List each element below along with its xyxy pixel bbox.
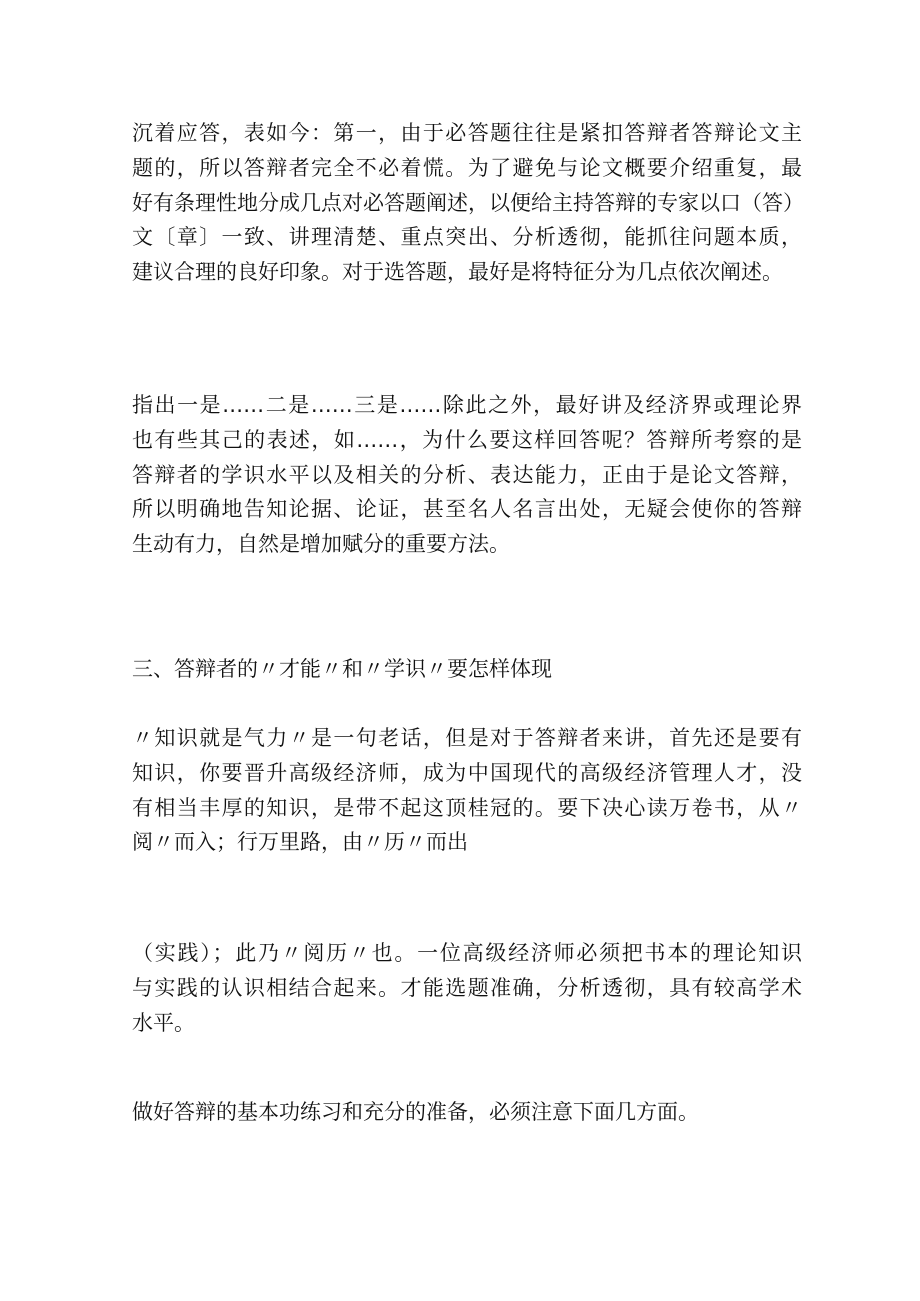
paragraph-practice [132,936,802,1040]
text-line: 与实践的认识相结合起来。才能选题准确，分析透彻，具有较高学术 [132,975,802,1000]
text-line: 知识，你要晋升高级经济师，成为中国现代的高级经济管理人才，没 [132,760,802,785]
text-line: 建议合理的良好印象。对于选答题，最好是将特征分为几点依次阐述。 [132,260,783,285]
section-heading [132,652,802,687]
heading-text: 三、答辩者的〃才能〃和〃学识〃要怎样体现 [132,657,552,681]
text-line: 也有些其己的表述，如……，为什么要这样回答呢？答辩所考察的是 [132,427,802,452]
text-line: 水平。 [132,1010,195,1035]
paragraph-answer-strategy [132,116,802,290]
text-line: 沉着应答，表如今：第一，由于必答题往往是紧扣答辩者答辩论文主 [132,121,802,145]
text-line: 指出一是……二是……三是……除此之外，最好讲及经济界或理论界 [132,393,802,417]
text-line: 文〔章〕一致、讲理清楚、重点突出、分析透彻，能抓往问题本质， [132,225,802,250]
paragraph-reasoning [132,388,802,562]
text-line: 所以明确地告知论据、论证，甚至名人名言出处，无疑会使你的答辩 [132,497,802,522]
paragraph-preparation [132,1095,802,1130]
text-line: （实践）；此乃〃阅历〃也。一位高级经济师必须把书本的理论知识 [132,941,802,965]
text-line: 答辩者的学识水平以及相关的分析、表达能力，正由于是论文答辩， [132,462,802,487]
text-line: 好有条理性地分成几点对必答题阐述，以便给主持答辩的专家以口（答） [132,190,804,215]
text-line: 〃知识就是气力〃是一句老话，但是对于答辩者来讲，首先还是要有 [132,726,802,750]
paragraph-knowledge [132,721,802,860]
text-line: 做好答辩的基本功练习和充分的准备，必须注意下面几方面。 [132,1100,699,1124]
text-line: 题的，所以答辩者完全不必着慌。为了避免与论文概要介绍重复，最 [132,155,802,180]
text-line: 有相当丰厚的知识，是带不起这顶桂冠的。要下决心读万卷书，从〃 [132,795,802,820]
text-line: 阅〃而入；行万里路，由〃历〃而出 [132,830,468,855]
text-line: 生动有力，自然是增加赋分的重要方法。 [132,532,510,557]
